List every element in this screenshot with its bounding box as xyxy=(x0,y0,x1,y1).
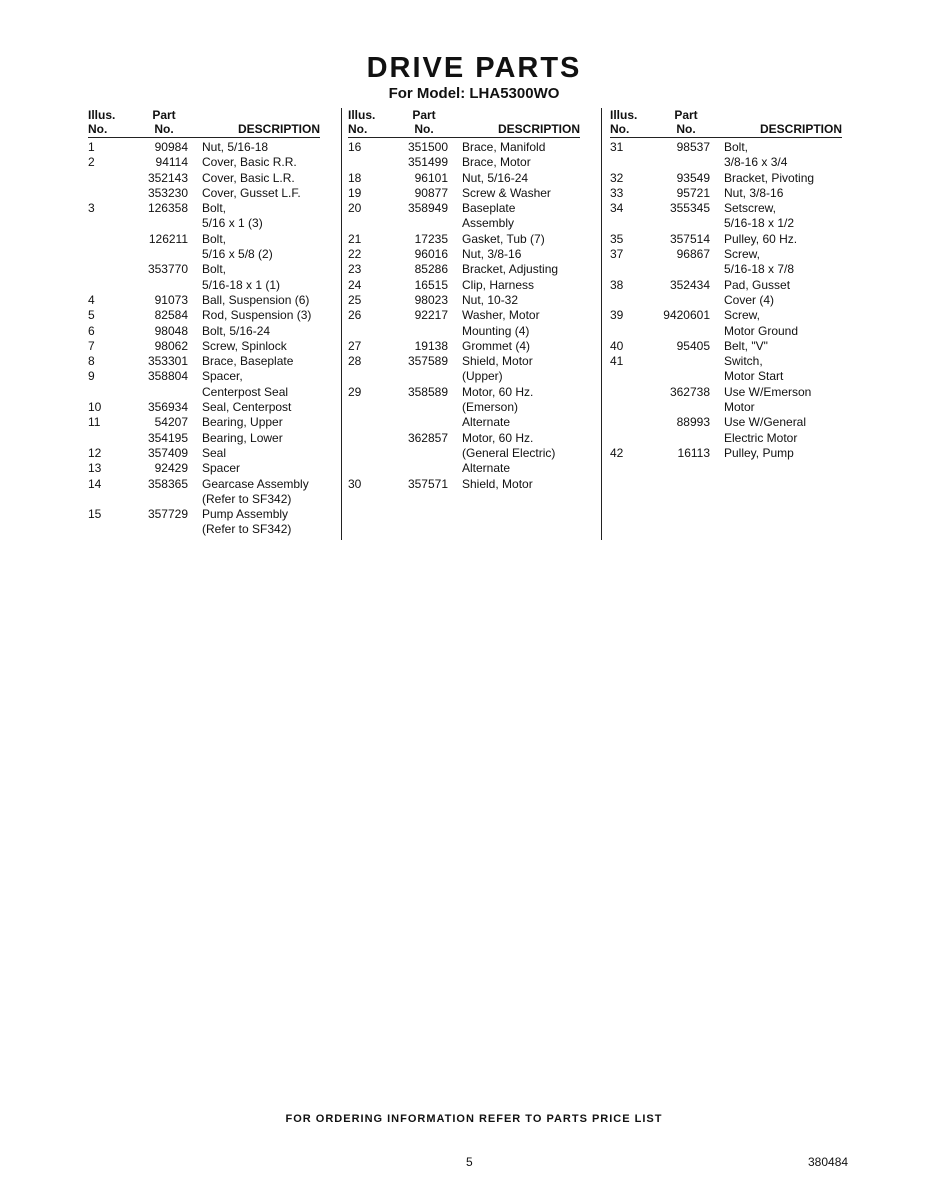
part-no-cell: 9420601 xyxy=(663,308,710,323)
header-rule xyxy=(348,137,580,138)
parts-column-2 xyxy=(348,106,580,492)
description-cell: 5/16-18 x 7/8 xyxy=(724,262,795,277)
description-cell: Motor Ground xyxy=(724,323,799,338)
description-cell: Belt, "V" xyxy=(724,338,768,353)
description-cell: Bolt, xyxy=(202,201,227,216)
part-no-cell: 358804 xyxy=(147,369,188,384)
table-row xyxy=(348,461,580,476)
description-cell: Cover, Basic L.R. xyxy=(202,170,295,185)
table-row xyxy=(88,232,320,247)
illus-no-cell: 1 xyxy=(88,140,95,154)
part-no-cell: 90984 xyxy=(154,140,188,154)
part-no-cell: 19138 xyxy=(414,338,448,353)
illus-no-cell: 33 xyxy=(610,185,624,200)
description-cell: Screw, Spinlock xyxy=(202,338,287,353)
description-cell: 3/8-16 x 3/4 xyxy=(724,155,788,170)
description-cell: Mounting (4) xyxy=(462,323,530,338)
description-cell: Pulley, 60 Hz. xyxy=(724,231,798,246)
part-no-cell: 93549 xyxy=(676,170,710,185)
illus-no-cell: 28 xyxy=(348,354,362,369)
table-row xyxy=(348,477,580,492)
table-row xyxy=(348,400,580,415)
description-cell: Bracket, Pivoting xyxy=(724,170,815,185)
illus-no-cell: 37 xyxy=(610,247,624,262)
part-no-cell: 351499 xyxy=(407,155,448,170)
description-cell: Shield, Motor xyxy=(462,354,533,369)
table-row xyxy=(348,262,580,277)
table-row xyxy=(348,140,580,155)
part-no-cell: 92429 xyxy=(154,461,188,476)
table-row xyxy=(348,415,580,430)
part-no-cell: 98062 xyxy=(154,338,188,353)
description-cell: Washer, Motor xyxy=(462,308,540,323)
illus-no-cell: 20 xyxy=(348,201,362,216)
part-no-cell: 126358 xyxy=(147,201,188,216)
table-row xyxy=(348,201,580,216)
table-row xyxy=(88,354,320,369)
illus-no-cell: 8 xyxy=(88,354,95,369)
parts-column-3 xyxy=(610,106,842,461)
part-no-cell: 54207 xyxy=(154,415,188,430)
column-header xyxy=(348,106,580,136)
illus-no-cell: 7 xyxy=(88,338,95,353)
description-cell: Clip, Harness xyxy=(462,277,535,292)
table-row xyxy=(610,446,842,461)
illus-no-cell: 42 xyxy=(610,445,624,460)
part-no-cell: 355345 xyxy=(669,201,710,216)
description-header: DESCRIPTION xyxy=(497,122,580,136)
illus-no-cell: 41 xyxy=(610,354,624,369)
part-no-cell: 95405 xyxy=(676,338,710,353)
description-cell: Electric Motor xyxy=(724,430,798,445)
part-no-cell: 126211 xyxy=(148,231,188,246)
description-cell: Spacer, xyxy=(202,369,243,384)
table-row xyxy=(88,140,320,155)
description-cell: Rod, Suspension (3) xyxy=(202,308,312,323)
part-no-cell: 357729 xyxy=(147,507,188,522)
illus-no-cell: 15 xyxy=(88,507,102,522)
table-row xyxy=(88,339,320,354)
table-row xyxy=(610,293,842,308)
description-cell: (Refer to SF342) xyxy=(202,522,292,537)
table-row xyxy=(348,155,580,170)
table-row xyxy=(88,492,320,507)
table-row xyxy=(348,446,580,461)
table-row xyxy=(610,400,842,415)
illus-no-cell: 6 xyxy=(88,323,95,338)
description-cell: 5/16 x 5/8 (2) xyxy=(202,247,273,262)
description-cell: Bearing, Upper xyxy=(202,415,283,430)
description-cell: Bolt, xyxy=(202,231,227,246)
parts-list xyxy=(348,140,580,492)
table-row xyxy=(610,431,842,446)
part-no-cell: 91073 xyxy=(154,292,188,307)
description-cell: Nut, 5/16-18 xyxy=(202,140,269,154)
table-row xyxy=(610,186,842,201)
table-row xyxy=(88,247,320,262)
illus-no-cell: 21 xyxy=(348,231,362,246)
part-no-cell: 357589 xyxy=(407,354,448,369)
header-rule xyxy=(610,137,842,138)
illus-no-cell: 9 xyxy=(88,369,95,384)
part-no-cell: 88993 xyxy=(676,415,710,430)
table-row xyxy=(88,201,320,216)
description-cell: Bolt, xyxy=(724,140,749,154)
description-cell: Use W/Emerson xyxy=(724,384,812,399)
table-row xyxy=(88,400,320,415)
table-row xyxy=(348,278,580,293)
table-row xyxy=(610,308,842,323)
part-no-cell: 98023 xyxy=(414,292,448,307)
part-no-cell: 356934 xyxy=(147,400,188,415)
part-no-cell: 357571 xyxy=(407,476,448,491)
description-cell: Nut, 3/8-16 xyxy=(462,247,522,262)
illus-no-cell: 26 xyxy=(348,308,362,323)
part-no-cell: 92217 xyxy=(414,308,448,323)
description-cell: Brace, Baseplate xyxy=(202,354,294,369)
table-row xyxy=(610,155,842,170)
table-row xyxy=(610,216,842,231)
description-cell: Gearcase Assembly xyxy=(202,476,309,491)
column-divider xyxy=(601,108,602,540)
description-cell: Bearing, Lower xyxy=(202,430,283,445)
description-cell: (Upper) xyxy=(462,369,503,384)
table-row xyxy=(348,324,580,339)
table-row xyxy=(348,293,580,308)
part-no-cell: 362738 xyxy=(669,384,710,399)
description-cell: Shield, Motor xyxy=(462,476,533,491)
table-row xyxy=(348,171,580,186)
description-cell: Screw & Washer xyxy=(462,185,551,200)
part-no-cell: 16113 xyxy=(677,445,710,460)
table-row xyxy=(348,247,580,262)
illus-no-cell: 2 xyxy=(88,155,95,170)
table-row xyxy=(348,186,580,201)
table-row xyxy=(88,278,320,293)
part-no-cell: 351500 xyxy=(407,140,448,154)
part-no-cell: 352143 xyxy=(147,170,188,185)
table-row xyxy=(88,216,320,231)
table-row xyxy=(88,155,320,170)
part-no-cell: 354195 xyxy=(147,430,188,445)
description-cell: Nut, 5/16-24 xyxy=(462,170,529,185)
description-cell: Screw, xyxy=(724,308,761,323)
part-no-cell: 96867 xyxy=(676,247,710,262)
illus-no-cell: 13 xyxy=(88,461,102,476)
description-cell: Motor, 60 Hz. xyxy=(462,384,534,399)
page-subtitle: For Model: LHA5300WO xyxy=(388,85,560,102)
part-no-cell: 96016 xyxy=(414,247,448,262)
table-row xyxy=(88,446,320,461)
parts-list xyxy=(88,140,320,538)
table-row xyxy=(348,232,580,247)
table-row xyxy=(610,369,842,384)
description-cell: Setscrew, xyxy=(724,201,777,216)
part-no-cell: 96101 xyxy=(414,170,448,185)
illus-no-cell: 14 xyxy=(88,476,102,491)
description-cell: (Emerson) xyxy=(462,400,519,415)
illus-no-header: Illus. No. xyxy=(88,108,116,136)
illus-no-header: Illus. No. xyxy=(348,108,376,136)
description-cell: Grommet (4) xyxy=(462,338,531,353)
description-cell: 5/16 x 1 (3) xyxy=(202,216,263,231)
table-row xyxy=(610,247,842,262)
table-row xyxy=(88,522,320,537)
description-cell: Alternate xyxy=(462,415,511,430)
illus-no-cell: 34 xyxy=(610,201,624,216)
part-no-cell: 95721 xyxy=(676,185,710,200)
description-cell: Seal xyxy=(202,445,227,460)
table-row xyxy=(610,324,842,339)
description-cell: Alternate xyxy=(462,461,511,476)
part-no-cell: 85286 xyxy=(414,262,448,277)
illus-no-cell: 5 xyxy=(88,308,95,323)
part-no-cell: 358589 xyxy=(407,384,448,399)
table-row xyxy=(88,415,320,430)
description-cell: Nut, 10-32 xyxy=(462,292,519,307)
part-no-cell: 358949 xyxy=(407,201,448,216)
table-row xyxy=(88,369,320,384)
illus-no-cell: 22 xyxy=(348,247,362,262)
description-cell: (Refer to SF342) xyxy=(202,491,292,506)
table-row xyxy=(88,293,320,308)
part-no-cell: 362857 xyxy=(407,430,448,445)
illus-no-cell: 4 xyxy=(88,292,95,307)
illus-no-cell: 24 xyxy=(348,277,362,292)
table-row xyxy=(348,308,580,323)
column-header xyxy=(610,106,842,136)
illus-no-cell: 10 xyxy=(88,400,102,415)
illus-no-cell: 11 xyxy=(88,415,101,430)
illus-no-cell: 23 xyxy=(348,262,362,277)
table-row xyxy=(88,477,320,492)
part-no-cell: 17235 xyxy=(414,231,448,246)
illus-no-cell: 19 xyxy=(348,185,362,200)
part-no-header: Part No. xyxy=(674,108,698,136)
table-row xyxy=(88,385,320,400)
table-row xyxy=(610,385,842,400)
table-row xyxy=(88,308,320,323)
part-no-cell: 90877 xyxy=(414,185,448,200)
table-row xyxy=(348,369,580,384)
description-cell: (General Electric) xyxy=(462,445,556,460)
illus-no-cell: 27 xyxy=(348,338,362,353)
description-cell: Assembly xyxy=(462,216,515,231)
part-no-cell: 98537 xyxy=(676,140,710,154)
description-cell: Ball, Suspension (6) xyxy=(202,292,310,307)
illus-no-cell: 29 xyxy=(348,384,362,399)
table-row xyxy=(610,171,842,186)
description-cell: 5/16-18 x 1 (1) xyxy=(202,277,281,292)
description-header: DESCRIPTION xyxy=(237,122,320,136)
table-row xyxy=(88,324,320,339)
table-row xyxy=(610,201,842,216)
parts-column-1 xyxy=(88,106,320,538)
illus-no-cell: 25 xyxy=(348,292,362,307)
table-row xyxy=(88,461,320,476)
part-no-cell: 357409 xyxy=(147,445,188,460)
description-cell: Brace, Manifold xyxy=(462,140,546,154)
table-row xyxy=(348,431,580,446)
part-no-cell: 353770 xyxy=(147,262,188,277)
table-row xyxy=(610,262,842,277)
table-row xyxy=(610,415,842,430)
part-no-cell: 358365 xyxy=(147,476,188,491)
part-no-cell: 82584 xyxy=(154,308,188,323)
illus-no-cell: 31 xyxy=(610,140,624,154)
description-cell: Seal, Centerpost xyxy=(202,400,292,415)
table-row xyxy=(610,339,842,354)
description-header: DESCRIPTION xyxy=(759,122,842,136)
illus-no-cell: 40 xyxy=(610,338,624,353)
description-cell: Pulley, Pump xyxy=(724,445,794,460)
description-cell: Baseplate xyxy=(462,201,516,216)
table-row xyxy=(348,354,580,369)
description-cell: Bolt, xyxy=(202,262,227,277)
description-cell: Motor xyxy=(724,400,755,415)
header-rule xyxy=(88,137,320,138)
part-no-header: Part No. xyxy=(152,108,176,136)
page-title: DRIVE PARTS xyxy=(366,52,582,84)
illus-no-cell: 3 xyxy=(88,201,95,216)
description-cell: Bracket, Adjusting xyxy=(462,262,559,277)
illus-no-cell: 16 xyxy=(348,140,362,154)
illus-no-cell: 18 xyxy=(348,170,362,185)
table-row xyxy=(610,354,842,369)
description-cell: Spacer xyxy=(202,461,241,476)
description-cell: Nut, 3/8-16 xyxy=(724,185,784,200)
description-cell: Cover, Gusset L.F. xyxy=(202,185,301,200)
description-cell: Centerpost Seal xyxy=(202,384,289,399)
description-cell: Use W/General xyxy=(724,415,807,430)
document-number: 380484 xyxy=(808,1155,849,1169)
description-cell: Bolt, 5/16-24 xyxy=(202,323,271,338)
table-row xyxy=(88,171,320,186)
illus-no-cell: 32 xyxy=(610,170,624,185)
ordering-footer: FOR ORDERING INFORMATION REFER TO PARTS PRICE LIST xyxy=(285,1113,663,1125)
illus-no-cell: 30 xyxy=(348,476,362,491)
page-number: 5 xyxy=(466,1155,473,1169)
description-cell: Brace, Motor xyxy=(462,155,531,170)
description-cell: Screw, xyxy=(724,247,761,262)
part-no-cell: 16515 xyxy=(414,277,448,292)
table-row xyxy=(348,216,580,231)
illus-no-cell: 35 xyxy=(610,231,624,246)
part-no-cell: 353230 xyxy=(147,185,188,200)
table-row xyxy=(610,232,842,247)
description-cell: Pump Assembly xyxy=(202,507,289,522)
description-cell: Switch, xyxy=(724,354,763,369)
part-no-cell: 94114 xyxy=(155,155,188,170)
illus-no-cell: 12 xyxy=(88,445,102,460)
parts-list xyxy=(610,140,842,461)
description-cell: 5/16-18 x 1/2 xyxy=(724,216,795,231)
table-row xyxy=(88,262,320,277)
table-row xyxy=(610,140,842,155)
description-cell: Pad, Gusset xyxy=(724,277,791,292)
table-row xyxy=(88,507,320,522)
part-no-cell: 353301 xyxy=(147,354,188,369)
part-no-cell: 352434 xyxy=(669,277,710,292)
description-cell: Cover, Basic R.R. xyxy=(202,155,297,170)
table-row xyxy=(88,431,320,446)
column-divider xyxy=(341,108,342,540)
part-no-cell: 98048 xyxy=(154,323,188,338)
part-no-header: Part No. xyxy=(412,108,436,136)
part-no-cell: 357514 xyxy=(669,231,710,246)
illus-no-cell: 39 xyxy=(610,308,624,323)
description-cell: Cover (4) xyxy=(724,292,775,307)
table-row xyxy=(348,339,580,354)
column-header xyxy=(88,106,320,136)
description-cell: Motor Start xyxy=(724,369,784,384)
description-cell: Gasket, Tub (7) xyxy=(462,231,545,246)
table-row xyxy=(88,186,320,201)
illus-no-header: Illus. No. xyxy=(610,108,638,136)
description-cell: Motor, 60 Hz. xyxy=(462,430,534,445)
table-row xyxy=(610,278,842,293)
table-row xyxy=(348,385,580,400)
illus-no-cell: 38 xyxy=(610,277,624,292)
